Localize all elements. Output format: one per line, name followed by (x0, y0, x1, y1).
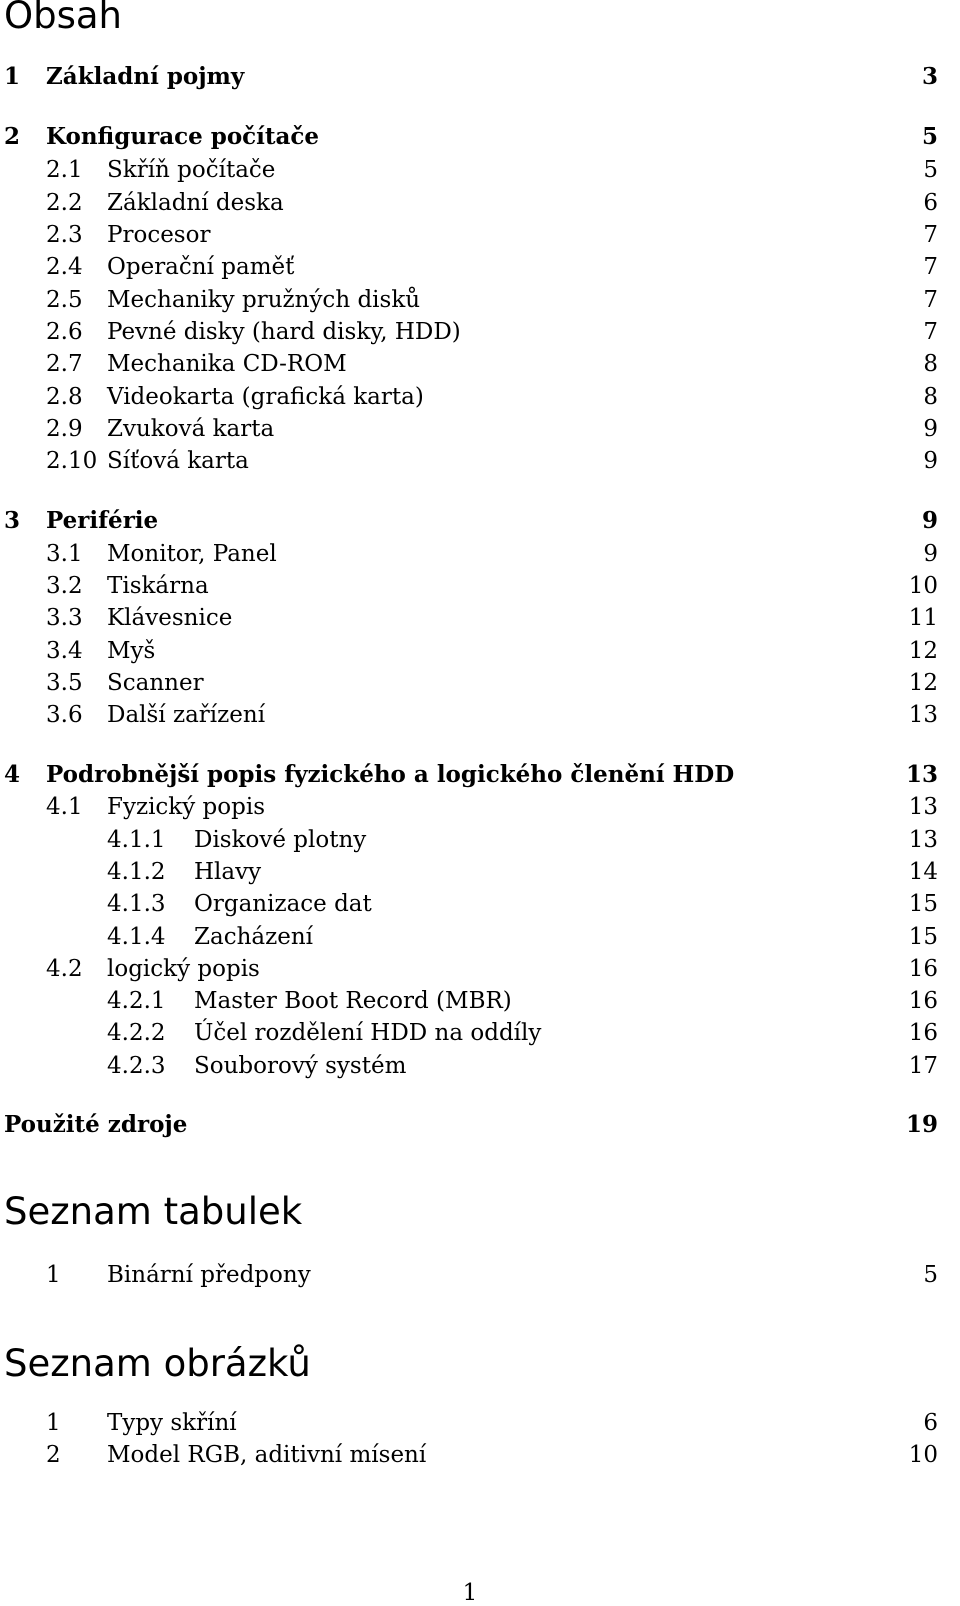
entry-page-number: 15 (908, 924, 938, 950)
entry-title: Souborový systém (194, 1053, 407, 1079)
toc-entry[interactable] (0, 446, 938, 476)
entry-title: Mechanika CD-ROM (107, 351, 347, 377)
toc-heading: Obsah (4, 0, 123, 37)
tables-heading: Seznam tabulek (4, 1190, 303, 1233)
entry-number: 4 (4, 761, 21, 788)
toc-entry[interactable] (0, 571, 938, 601)
entry-title: Skříň počítače (107, 157, 276, 183)
toc-entry[interactable] (0, 792, 938, 822)
entry-number: 2.7 (46, 351, 83, 377)
entry-title: Mechaniky pružných disků (107, 287, 421, 313)
entry-title: Použité zdroje (4, 1111, 188, 1138)
entry-number: 3.4 (46, 638, 83, 664)
toc-entry[interactable] (0, 986, 938, 1016)
entry-page-number: 9 (923, 416, 938, 442)
entry-page-number: 8 (923, 384, 938, 410)
toc-entry[interactable] (0, 506, 938, 536)
entry-page-number: 15 (908, 891, 938, 917)
entry-number: 4.1 (46, 794, 83, 820)
entry-title: Pevné disky (hard disky, HDD) (107, 319, 461, 345)
entry-number: 2 (4, 123, 21, 150)
toc-entry[interactable] (0, 1408, 938, 1438)
entry-page-number: 17 (908, 1053, 938, 1079)
entry-title: Organizace dat (194, 891, 372, 917)
entry-page-number: 7 (923, 287, 938, 313)
entry-number: 3.6 (46, 702, 83, 728)
toc-entry[interactable] (0, 1110, 938, 1140)
entry-title: Scanner (107, 670, 204, 696)
toc-entry[interactable] (0, 636, 938, 666)
toc-entry[interactable] (0, 603, 938, 633)
entry-title: Typy skříní (107, 1410, 237, 1436)
entry-title: Konfigurace počítače (46, 123, 320, 150)
entry-title: Zvuková karta (107, 416, 275, 442)
entry-number: 4.1.4 (107, 924, 166, 950)
entry-title: Monitor, Panel (107, 541, 277, 567)
entry-page-number: 12 (908, 638, 938, 664)
entry-title: Síťová karta (107, 448, 249, 474)
entry-number: 2.4 (46, 254, 83, 280)
entry-page-number: 16 (908, 988, 938, 1014)
toc-entry[interactable] (0, 1440, 938, 1470)
entry-page-number: 8 (923, 351, 938, 377)
entry-page-number: 3 (921, 63, 938, 90)
toc-entry[interactable] (0, 922, 938, 952)
entry-title: Master Boot Record (MBR) (194, 988, 512, 1014)
entry-number: 4.2.3 (107, 1053, 166, 1079)
entry-page-number: 9 (923, 541, 938, 567)
entry-title: Procesor (107, 222, 211, 248)
entry-page-number: 11 (908, 605, 938, 631)
entry-title: Základní pojmy (46, 63, 245, 90)
toc-entry[interactable] (0, 760, 938, 790)
entry-title: Periférie (46, 507, 159, 534)
entry-page-number: 9 (921, 507, 938, 534)
entry-page-number: 13 (908, 827, 938, 853)
toc-entry[interactable] (0, 1051, 938, 1081)
entry-number: 2.5 (46, 287, 83, 313)
entry-page-number: 16 (908, 1020, 938, 1046)
entry-title: Model RGB, aditivní mísení (107, 1442, 427, 1468)
entry-number: 4.1.3 (107, 891, 166, 917)
entry-number: 2.1 (46, 157, 83, 183)
entry-number: 2.9 (46, 416, 83, 442)
entry-title: Myš (107, 638, 156, 664)
entry-number: 2.10 (46, 448, 98, 474)
entry-number: 1 (46, 1410, 61, 1436)
toc-entry[interactable] (0, 825, 938, 855)
entry-page-number: 9 (923, 448, 938, 474)
entry-number: 3.3 (46, 605, 83, 631)
toc-entry[interactable] (0, 349, 938, 379)
toc-entry[interactable] (0, 889, 938, 919)
entry-number: 1 (46, 1262, 61, 1288)
entry-title: Podrobnější popis fyzického a logického členění HDD (46, 761, 735, 788)
toc-entry[interactable] (0, 954, 938, 984)
entry-number: 4.2.1 (107, 988, 166, 1014)
entry-number: 2.8 (46, 384, 83, 410)
entry-page-number: 7 (923, 319, 938, 345)
toc-entry[interactable] (0, 317, 938, 347)
toc-entry[interactable] (0, 1018, 938, 1048)
toc-entry[interactable] (0, 122, 938, 152)
entry-number: 3.5 (46, 670, 83, 696)
entry-page-number: 13 (905, 761, 938, 788)
entry-page-number: 13 (908, 702, 938, 728)
page-number: 1 (462, 1580, 478, 1606)
toc-entry[interactable] (0, 668, 938, 698)
entry-page-number: 5 (921, 123, 938, 150)
entry-number: 2.6 (46, 319, 83, 345)
toc-entry[interactable] (0, 252, 938, 282)
entry-number: 4.2 (46, 956, 83, 982)
entry-number: 4.2.2 (107, 1020, 166, 1046)
toc-entry[interactable] (0, 539, 938, 569)
entry-number: 1 (4, 63, 21, 90)
entry-page-number: 19 (905, 1111, 938, 1138)
entry-page-number: 5 (923, 1262, 938, 1288)
entry-number: 4.1.2 (107, 859, 166, 885)
entry-title: Další zařízení (107, 702, 266, 728)
entry-number: 3 (4, 507, 21, 534)
entry-title: Videokarta (grafická karta) (107, 384, 424, 410)
entry-page-number: 10 (908, 573, 938, 599)
entry-page-number: 12 (908, 670, 938, 696)
entry-title: Fyzický popis (107, 794, 266, 820)
entry-number: 2.2 (46, 190, 83, 216)
entry-page-number: 10 (908, 1442, 938, 1468)
toc-entry[interactable] (0, 220, 938, 250)
entry-number: 4.1.1 (107, 827, 166, 853)
entry-number: 3.1 (46, 541, 83, 567)
entry-title: Klávesnice (107, 605, 233, 631)
entry-number: 2 (46, 1442, 61, 1468)
toc-entry[interactable] (0, 700, 938, 730)
entry-title: Účel rozdělení HDD na oddíly (194, 1020, 542, 1046)
entry-number: 2.3 (46, 222, 83, 248)
entry-page-number: 7 (923, 254, 938, 280)
entry-title: Operační paměť (107, 254, 295, 280)
entry-page-number: 6 (923, 1410, 938, 1436)
toc-entry[interactable] (0, 1260, 938, 1290)
toc-entry[interactable] (0, 382, 938, 412)
toc-entry[interactable] (0, 62, 938, 92)
entry-page-number: 14 (908, 859, 938, 885)
entry-page-number: 6 (923, 190, 938, 216)
entry-number: 3.2 (46, 573, 83, 599)
toc-entry[interactable] (0, 285, 938, 315)
entry-page-number: 7 (923, 222, 938, 248)
figures-heading: Seznam obrázků (4, 1342, 311, 1385)
entry-page-number: 13 (908, 794, 938, 820)
entry-page-number: 16 (908, 956, 938, 982)
toc-entry[interactable] (0, 188, 938, 218)
entry-title: Základní deska (107, 190, 284, 216)
entry-title: Hlavy (194, 859, 262, 885)
entry-title: Binární předpony (107, 1262, 311, 1288)
entry-title: Zacházení (194, 924, 313, 950)
entry-title: Diskové plotny (194, 827, 367, 853)
toc-entry[interactable] (0, 155, 938, 185)
entry-page-number: 5 (923, 157, 938, 183)
toc-entry[interactable] (0, 857, 938, 887)
entry-title: Tiskárna (107, 573, 209, 599)
toc-entry[interactable] (0, 414, 938, 444)
entry-title: logický popis (107, 956, 260, 982)
